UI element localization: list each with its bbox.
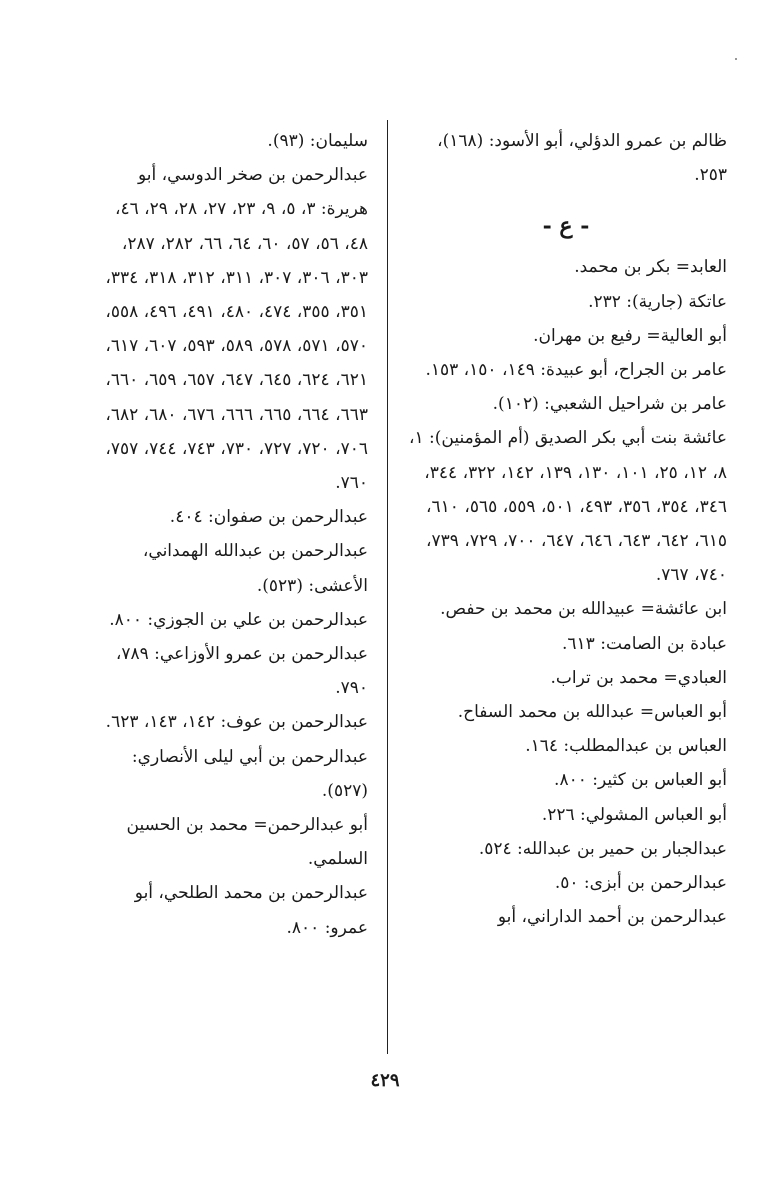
index-entry: عبدالرحمن بن عوف: ١٤٢، ١٤٣، ٦٢٣. (105, 712, 368, 733)
index-entry: عبدالجبار بن حمير بن عبدالله: ٥٢٤. (478, 838, 727, 859)
index-column-left (90, 124, 368, 945)
index-entry: ابن عائشة= عبيدالله بن محمد بن حفص. (440, 599, 727, 620)
section-heading: - ع - (542, 213, 590, 240)
index-entry: عاتكة (جارية): ٢٣٢. (588, 291, 727, 312)
page-number: ٤٢٩ (370, 1070, 400, 1091)
index-entry: عبدالرحمن بن عبدالله الهمداني، الأعشى: (٥٢٣). (142, 541, 368, 596)
index-entry: أبو عبدالرحمن= محمد بن الحسين السلمي. (126, 815, 368, 870)
index-entry: سليمان: (٩٣). (267, 131, 368, 151)
index-entry: العابد= بكر بن محمد. (574, 257, 727, 278)
index-entry: عبدالرحمن بن صخر الدوسي، أبو هريرة: ٣، ٥، ٩، ٢٣، ٢٧، ٢٨، ٢٩، ٤٦، ٤٨، ٥٦، ٥٧، ٦٠، ٦٤، ٦٦، ٢٨٢، ٢٨٧، ٣٠٣، ٣٠٦، ٣٠٧، ٣١١، ٣١٢، ٣١٨، ٣٣٤، ٣٥١، ٣٥٥، ٤٧٤، ٤٨٠، ٤٩١، ٤٩٦، ٥٥٨، ٥٧٠، ٥٧١، ٥٧٨، ٥٨٩، ٥٩٣، ٦٠٧، ٦١٧، ٦٢١، ٦٢٤، ٦٤٥، ٦٤٧، ٦٥٧، ٦٥٩، ٦٦٠، ٦٦٣، ٦٦٤، ٦٦٥، ٦٦٦، ٦٧٦، ٦٨٠، ٦٨٢، ٧٠٦، ٧٢٠، ٧٢٧، ٧٣٠، ٧٤٣، ٧٤٤، ٧٥٧، ٧٦٠. (105, 165, 368, 494)
index-entry: عبدالرحمن بن علي بن الجوزي: ٨٠٠. (109, 609, 368, 630)
index-entry: ظالم بن عمرو الدؤلي، أبو الأسود: (١٦٨)، ٢٥٣. (437, 131, 727, 186)
index-entry: العبادي= محمد بن تراب. (550, 667, 727, 688)
index-entry: أبو العالية= رفيع بن مهران. (533, 325, 727, 346)
index-entry: عبادة بن الصامت: ٦١٣. (562, 633, 727, 654)
index-entry: عامر بن شراحيل الشعبي: (١٠٢). (492, 394, 727, 415)
index-entry: عبدالرحمن بن أحمد الداراني، أبو (497, 907, 727, 928)
index-entry: أبو العباس= عبدالله بن محمد السفاح. (457, 702, 727, 723)
index-entry: عبدالرحمن بن أبزى: ٥٠. (554, 873, 727, 894)
index-entry: عائشة بنت أبي بكر الصديق (أم المؤمنين): ١، ٨، ١٢، ٢٥، ١٠١، ١٣٠، ١٣٩، ١٤٢، ٣٢٢، ٣٤٤، ٣٤٦، ٣٥٤، ٣٥٦، ٤٩٣، ٥٠١، ٥٥٩، ٥٦٥، ٦١٠، ٦١٥، ٦٤٢، ٦٤٣، ٦٤٦، ٦٤٧، ٧٠٠، ٧٢٩، ٧٣٩، ٧٤٠، ٧٦٧. (408, 428, 727, 586)
index-entry: عامر بن الجراح، أبو عبيدة: ١٤٩، ١٥٠، ١٥٣. (425, 360, 727, 381)
index-column-right (405, 124, 727, 934)
index-entry: عبدالرحمن بن محمد الطلحي، أبو عمرو: ٨٠٠. (134, 883, 368, 938)
index-entry: عبدالرحمن بن أبي ليلى الأنصاري: (٥٢٧). (131, 746, 368, 801)
index-entry: عبدالرحمن بن صفوان: ٤٠٤. (169, 507, 368, 528)
stray-mark (735, 58, 737, 60)
index-entry: عبدالرحمن بن عمرو الأوزاعي: ٧٨٩، ٧٩٠. (115, 644, 368, 699)
column-divider (387, 120, 388, 1054)
index-entry: العباس بن عبدالمطلب: ١٦٤. (525, 736, 727, 757)
index-entry: أبو العباس بن كثير: ٨٠٠. (554, 770, 727, 791)
index-entry: أبو العباس المشولي: ٢٢٦. (541, 804, 727, 825)
